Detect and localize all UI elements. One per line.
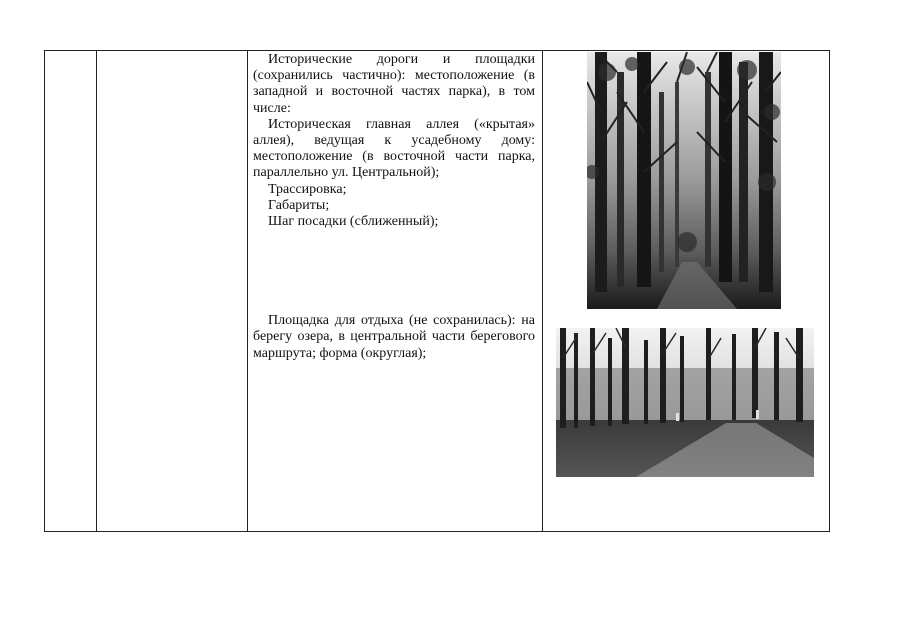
photo-covered-alley xyxy=(587,52,781,309)
paragraph-historic-roads: Исторические дороги и площадки (сохранились частично): местоположение (в западной и восточной частях парка), в том числе: xyxy=(253,52,535,116)
description-cell xyxy=(253,52,535,362)
column-divider xyxy=(96,51,97,531)
paragraph-dimensions: Габариты; xyxy=(268,197,330,213)
photo-rest-area xyxy=(556,328,814,477)
paragraph-tracing: Трассировка; xyxy=(268,181,347,197)
column-divider xyxy=(542,51,543,531)
paragraph-planting-step: Шаг посадки (сближенный); xyxy=(268,214,439,230)
column-divider xyxy=(247,51,248,531)
paragraph-rest-area: Площадка для отдыха (не сохранилась): на берегу озера, в центральной части берегового маршрута; форма (округлая); xyxy=(253,313,535,361)
paragraph-main-alley: Историческая главная аллея («крытая» аллея), ведущая к усадебному дому: местоположение (в восточной части парка, параллельно ул. Центральной); xyxy=(253,116,535,181)
